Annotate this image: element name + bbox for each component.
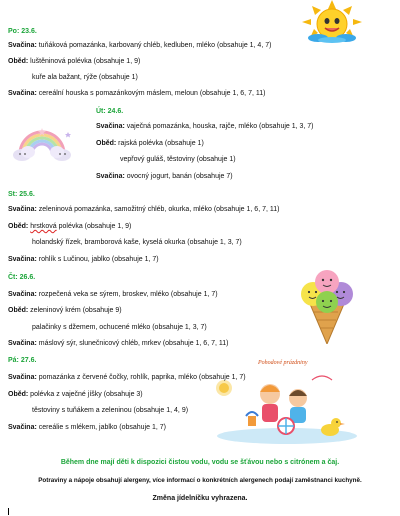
sun-illustration <box>296 0 368 44</box>
meal-text: rozpečená veka se sýrem, broskev, mléko (obsahuje 1, 7) <box>36 291 218 298</box>
meal-text: polévka z vaječné jíšky (obsahuje 3) <box>28 391 143 398</box>
meal-text: ovocný jogurt, banán (obsahuje 7) <box>124 173 233 180</box>
beach-kids-icon <box>216 376 357 444</box>
monday-snack2 <box>8 89 265 98</box>
meal-label: Svačina: <box>8 42 37 49</box>
meal-label: Oběd: <box>8 391 29 398</box>
text-cursor <box>8 508 9 515</box>
meal-label: Oběd: <box>8 307 29 314</box>
day-heading-monday: Po: 23.6. <box>8 28 37 35</box>
meal-text: cereálie s mlékem, jablko (obsahuje 1, 7) <box>36 424 166 431</box>
meal-text: zeleninový krém (obsahuje 9) <box>28 307 122 314</box>
thursday-snack2 <box>8 339 228 348</box>
friday-lunch-soup <box>8 390 143 399</box>
meal-label: Oběd: <box>8 223 29 230</box>
meal-text: luštěninová polévka (obsahuje 1, 9) <box>28 58 141 65</box>
meal-label: Svačina: <box>8 90 37 97</box>
tuesday-lunch-soup <box>96 139 204 148</box>
ice-cream-illustration <box>296 258 358 344</box>
tuesday-snack1 <box>96 122 314 131</box>
thursday-lunch-main: palačinky s džemem, ochucené mléko (obsahuje 1, 3, 7) <box>32 324 207 331</box>
meal-label: Svačina: <box>96 123 125 130</box>
meal-label: Svačina: <box>8 206 37 213</box>
meal-label: Svačina: <box>8 424 37 431</box>
meal-text: rohlík s Lučinou, jablko (obsahuje 1, 7) <box>36 256 159 263</box>
rainbow-illustration <box>12 124 74 164</box>
meal-text: máslový sýr, slunečnicový chléb, mrkev (obsahuje 1, 6, 7, 11) <box>36 340 229 347</box>
meal-label: Svačina: <box>96 173 125 180</box>
holiday-caption: Pohodové prázdniny <box>258 360 308 366</box>
monday-snack1 <box>8 41 271 50</box>
meal-label: Svačina: <box>8 291 37 298</box>
thursday-lunch-soup <box>8 306 122 315</box>
friday-lunch-main: těstoviny s tuňákem a zeleninou (obsahuje 1, 4, 9) <box>32 407 189 414</box>
spellcheck-word: hrstková <box>30 223 57 230</box>
menu-change-note: Změna jídelníčku vyhrazena. <box>152 495 248 502</box>
meal-text: tuňáková pomazánka, karbovaný chléb, kedluben, mléko (obsahuje 1, 4, 7) <box>36 42 272 49</box>
wednesday-lunch-soup <box>8 222 131 231</box>
meal-text: vaječná pomazánka, houska, rajče, mléko (obsahuje 1, 3, 7) <box>124 123 314 130</box>
allergen-note: Potraviny a nápoje obsahují alergeny, více informací o konkrétních alergenech podají zaměstnanci kuchyně. <box>38 477 362 484</box>
tuesday-lunch-main: vepřový guláš, těstoviny (obsahuje 1) <box>120 156 236 163</box>
day-heading-tuesday: Út: 24.6. <box>96 108 124 115</box>
meal-label: Svačina: <box>8 256 37 263</box>
meal-text: zeleninová pomazánka, samožitný chléb, okurka, mléko (obsahuje 1, 6, 7, 11) <box>36 206 280 213</box>
friday-snack2 <box>8 423 166 432</box>
day-heading-thursday: Čt: 26.6. <box>8 274 36 281</box>
friday-snack1 <box>8 373 246 382</box>
monday-lunch-soup <box>8 57 140 66</box>
meal-text: rajská polévka (obsahuje 1) <box>116 140 204 147</box>
monday-lunch-main: kuře ala bažant, rýže (obsahuje 1) <box>32 74 138 81</box>
ice-cream-icon <box>301 270 353 344</box>
meal-label: Oběd: <box>96 140 117 147</box>
meal-label: Oběd: <box>8 58 29 65</box>
water-note: Během dne mají děti k dispozici čistou vodu, vodu se šťávou nebo s citrónem a čaj. <box>60 459 340 466</box>
meal-label: Svačina: <box>8 374 37 381</box>
wednesday-lunch-main: holandský řízek, bramborová kaše, kyselá okurka (obsahuje 1, 3, 7) <box>32 239 242 246</box>
wednesday-snack2 <box>8 255 159 264</box>
meal-text: pomazánka z červené čočky, rohlík, paprika, mléko (obsahuje 1, 7) <box>36 374 246 381</box>
thursday-snack1 <box>8 290 218 299</box>
wednesday-snack1 <box>8 205 279 214</box>
day-heading-friday: Pá: 27.6. <box>8 357 37 364</box>
meal-text: cereální houska s pomazánkovým máslem, meloun (obsahuje 1, 6, 7, 11) <box>36 90 266 97</box>
tuesday-snack2 <box>96 172 233 181</box>
sun-icon <box>302 0 362 43</box>
meal-label: Svačina: <box>8 340 37 347</box>
meal-text: polévka (obsahuje 1, 9) <box>56 223 132 230</box>
day-heading-wednesday: St: 25.6. <box>8 191 35 198</box>
